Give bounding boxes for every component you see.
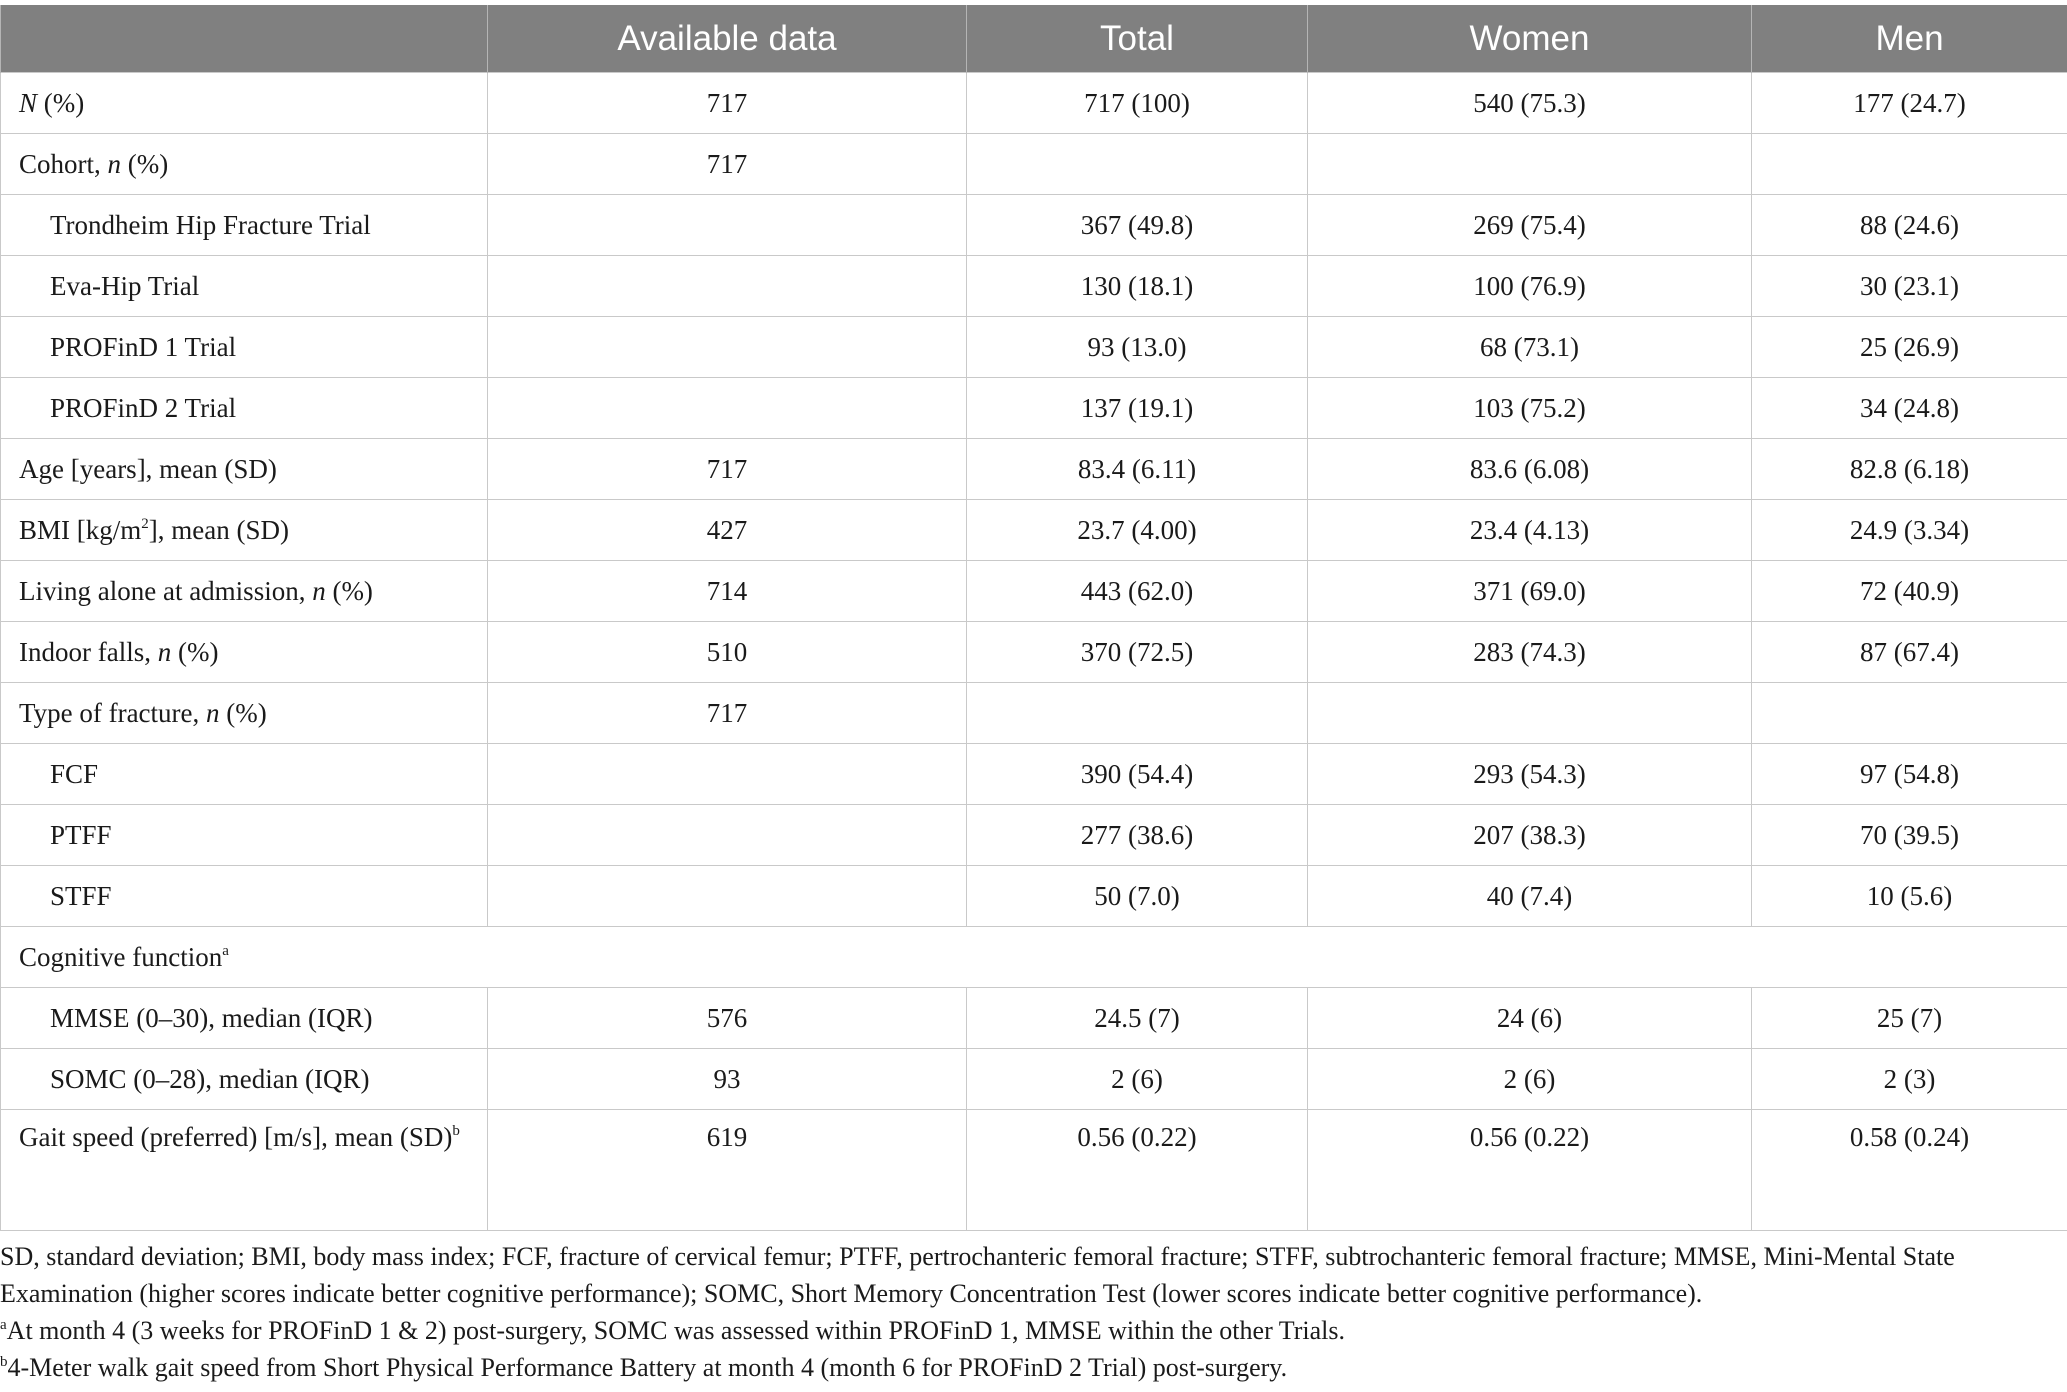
cell-total: 367 (49.8)	[967, 195, 1308, 256]
cell-women: 2 (6)	[1308, 1049, 1752, 1110]
cell-men	[1752, 683, 2067, 744]
header-men: Men	[1752, 5, 2067, 73]
table-row	[1, 134, 2067, 195]
table-row	[1, 683, 2067, 744]
cell-women: 23.4 (4.13)	[1308, 500, 1752, 561]
cell-men: 0.58 (0.24)	[1752, 1110, 2067, 1231]
cell-available: 427	[488, 500, 967, 561]
cell-women: 207 (38.3)	[1308, 805, 1752, 866]
cell-men: 25 (26.9)	[1752, 317, 2067, 378]
cell-total: 130 (18.1)	[967, 256, 1308, 317]
row-label: BMI $[kg/m^2]$, mean (SD)	[1, 500, 488, 561]
cell-total	[967, 683, 1308, 744]
cell-women: 540 (75.3)	[1308, 73, 1752, 134]
cell-available	[488, 256, 967, 317]
row-label: Trondheim Hip Fracture Trial	[1, 195, 488, 256]
cell-total	[967, 134, 1308, 195]
cell-total: 390 (54.4)	[967, 744, 1308, 805]
cell-men: 72 (40.9)	[1752, 561, 2067, 622]
row-label: Indoor falls, n (%)	[1, 622, 488, 683]
table-row	[1, 1110, 2067, 1231]
table-row	[1, 622, 2067, 683]
cell-total: 24.5 (7)	[967, 988, 1308, 1049]
table-row	[1, 561, 2067, 622]
cell-available: 510	[488, 622, 967, 683]
row-label: Gait speed (preferred) [m/s], mean (SD)$^b$	[1, 1110, 488, 1231]
cell-total: 23.7 (4.00)	[967, 500, 1308, 561]
cell-total: 717 (100)	[967, 73, 1308, 134]
row-label: PROFinD 1 Trial	[1, 317, 488, 378]
row-label: SOMC (0–28), median (IQR)	[1, 1049, 488, 1110]
row-label: PTFF	[1, 805, 488, 866]
cell-available: 717	[488, 439, 967, 500]
cell-total: 443 (62.0)	[967, 561, 1308, 622]
cell-women: 0.56 (0.22)	[1308, 1110, 1752, 1231]
cell-men	[1752, 134, 2067, 195]
row-label: STFF	[1, 866, 488, 927]
table-row	[1, 500, 2067, 561]
footnote-abbreviations: SD, standard deviation; BMI, body mass index; FCF, fracture of cervical femur; PTFF, pertrochanteric femoral fracture; STFF, subtrochanteric femoral fracture; MMSE, Mini-Mental State Examination (higher scores indicate better cognitive performance); SOMC, Short Memory Concentration Test (lower scores indicate better cognitive performance).	[0, 1242, 1955, 1308]
cell-men: 88 (24.6)	[1752, 195, 2067, 256]
cell-women: 40 (7.4)	[1308, 866, 1752, 927]
table-row	[1, 866, 2067, 927]
cell-women: 283 (74.3)	[1308, 622, 1752, 683]
row-label: FCF	[1, 744, 488, 805]
table-row	[1, 256, 2067, 317]
cell-women: 24 (6)	[1308, 988, 1752, 1049]
cell-men: 70 (39.5)	[1752, 805, 2067, 866]
row-label: Cognitive function$^a$	[1, 927, 2067, 988]
cell-men: 25 (7)	[1752, 988, 2067, 1049]
row-label: Type of fracture, n (%)	[1, 683, 488, 744]
cell-men: 87 (67.4)	[1752, 622, 2067, 683]
cell-total: 83.4 (6.11)	[967, 439, 1308, 500]
cell-men: 97 (54.8)	[1752, 744, 2067, 805]
cell-available: 717	[488, 73, 967, 134]
cell-women	[1308, 134, 1752, 195]
header-variable	[1, 5, 488, 73]
cell-total: 93 (13.0)	[967, 317, 1308, 378]
row-label: Living alone at admission, n (%)	[1, 561, 488, 622]
table-container	[0, 5, 2067, 1231]
cell-available: 717	[488, 683, 967, 744]
table-footnotes	[0, 1238, 2067, 1386]
cell-available: 619	[488, 1110, 967, 1231]
cell-total: 0.56 (0.22)	[967, 1110, 1308, 1231]
row-label: PROFinD 2 Trial	[1, 378, 488, 439]
cell-available: 717	[488, 134, 967, 195]
table-row	[1, 1049, 2067, 1110]
cell-men: 10 (5.6)	[1752, 866, 2067, 927]
table-row	[1, 439, 2067, 500]
cell-women: 83.6 (6.08)	[1308, 439, 1752, 500]
cell-women: 68 (73.1)	[1308, 317, 1752, 378]
cell-women: 371 (69.0)	[1308, 561, 1752, 622]
cell-total: 50 (7.0)	[967, 866, 1308, 927]
cell-available	[488, 378, 967, 439]
cell-total: 370 (72.5)	[967, 622, 1308, 683]
cell-women: 100 (76.9)	[1308, 256, 1752, 317]
cell-available	[488, 317, 967, 378]
cell-men: 177 (24.7)	[1752, 73, 2067, 134]
cell-available: 576	[488, 988, 967, 1049]
cell-men: 30 (23.1)	[1752, 256, 2067, 317]
cell-available	[488, 866, 967, 927]
footnote-b: $^b$4-Meter walk gait speed from Short Physical Performance Battery at month 4 (month 6 for PROFinD 2 Trial) post-surgery.	[0, 1353, 1288, 1382]
cell-men: 24.9 (3.34)	[1752, 500, 2067, 561]
cell-men: 2 (3)	[1752, 1049, 2067, 1110]
cell-total: 277 (38.6)	[967, 805, 1308, 866]
table-row	[1, 378, 2067, 439]
row-label: Cohort, n (%)	[1, 134, 488, 195]
footnote-a: $^a$At month 4 (3 weeks for PROFinD 1 & 2) post-surgery, SOMC was assessed within PROFinD 1, MMSE within the other Trials.	[0, 1316, 1345, 1345]
table-row	[1, 805, 2067, 866]
cell-women	[1308, 683, 1752, 744]
row-label: Eva-Hip Trial	[1, 256, 488, 317]
table-row	[1, 744, 2067, 805]
cell-available: 714	[488, 561, 967, 622]
header-total: Total	[967, 5, 1308, 73]
cell-total: 137 (19.1)	[967, 378, 1308, 439]
header-row	[1, 5, 2067, 73]
table-row	[1, 195, 2067, 256]
row-label: N (%)	[1, 73, 488, 134]
table-row	[1, 317, 2067, 378]
cell-women: 293 (54.3)	[1308, 744, 1752, 805]
cell-available: 93	[488, 1049, 967, 1110]
row-label: Age [years], mean (SD)	[1, 439, 488, 500]
cell-men: 82.8 (6.18)	[1752, 439, 2067, 500]
baseline-characteristics-table	[0, 5, 2067, 1231]
cell-women: 269 (75.4)	[1308, 195, 1752, 256]
table-row	[1, 73, 2067, 134]
table-row	[1, 927, 2067, 988]
cell-available	[488, 805, 967, 866]
header-available-data: Available data	[488, 5, 967, 73]
header-women: Women	[1308, 5, 1752, 73]
cell-women: 103 (75.2)	[1308, 378, 1752, 439]
cell-total: 2 (6)	[967, 1049, 1308, 1110]
cell-available	[488, 195, 967, 256]
row-label: MMSE (0–30), median (IQR)	[1, 988, 488, 1049]
cell-men: 34 (24.8)	[1752, 378, 2067, 439]
table-row	[1, 988, 2067, 1049]
cell-available	[488, 744, 967, 805]
